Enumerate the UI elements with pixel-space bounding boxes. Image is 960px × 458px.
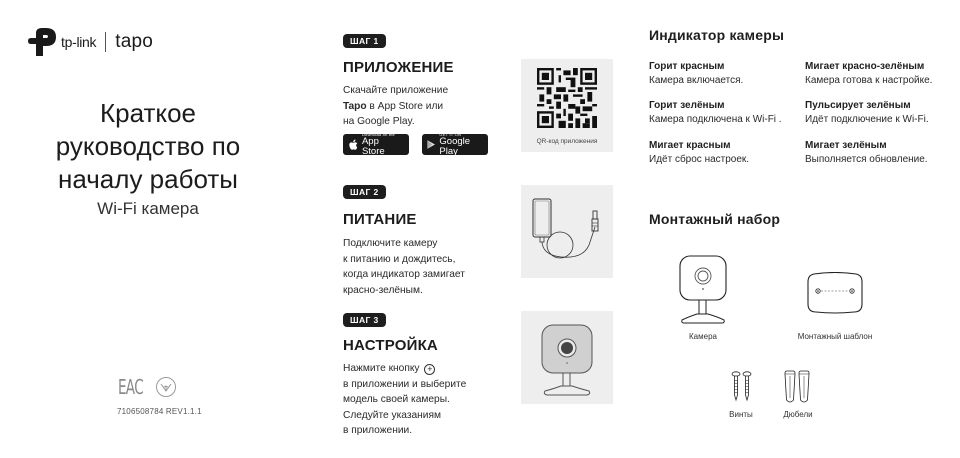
- tapo-wordmark: tapo: [115, 31, 154, 52]
- indicator-item: [805, 100, 929, 125]
- google-play-icon: [427, 139, 435, 150]
- power-adapter-icon: [521, 185, 613, 278]
- tplink-wordmark: tp-link: [61, 34, 97, 50]
- apple-icon: [348, 139, 358, 151]
- app-store-big-text: App Store: [361, 136, 385, 157]
- kit-camera-icon: [678, 254, 728, 326]
- text-line: Следуйте указаниям: [343, 409, 442, 421]
- indicator-item: [649, 61, 743, 86]
- text-line: красно-зелёным.: [343, 284, 423, 296]
- app-name: Tapo: [343, 100, 367, 112]
- kit-label-template: Монтажный шаблон: [797, 332, 873, 341]
- camera-setup-panel: [521, 311, 613, 404]
- indicator-meaning: Идёт подключение к Wi-Fi.: [805, 114, 929, 125]
- text-fragment: в App Store или: [366, 100, 444, 112]
- qr-code-icon[interactable]: [537, 68, 597, 128]
- title-line: руководство по: [55, 131, 241, 161]
- indicator-item: [649, 140, 749, 165]
- indicator-meaning: Камера подключена к Wi-Fi .: [649, 114, 782, 125]
- text-line: к питанию и дождитесь,: [343, 253, 456, 265]
- eac-mark-icon: ЕАС: [118, 375, 143, 399]
- text-fragment: Нажмите кнопку: [343, 363, 420, 374]
- qr-code-panel: [521, 59, 613, 152]
- indicator-state: Горит красным: [649, 61, 725, 72]
- text-line: в приложении.: [343, 425, 413, 436]
- google-play-button[interactable]: [422, 134, 488, 155]
- certification-marks: [118, 375, 176, 399]
- mounting-kit-heading: Монтажный набор: [649, 211, 781, 227]
- indicator-meaning: Камера включается.: [649, 75, 744, 86]
- step-1-text: [343, 83, 448, 130]
- kit-label-screws: Винты: [729, 410, 753, 419]
- indicator-state: Горит зелёным: [649, 100, 725, 111]
- title-line: Краткое: [100, 98, 196, 128]
- add-device-plus-icon: +: [424, 364, 435, 375]
- qr-code-caption: QR-код приложения: [536, 138, 598, 145]
- document-number: 7106508784 REV1.1.1: [117, 407, 202, 416]
- google-play-big-text: Google Play: [439, 136, 471, 157]
- app-store-button[interactable]: [343, 134, 409, 155]
- text-line: Скачайте приложение: [343, 85, 449, 96]
- ukrsepro-mark-icon: [156, 377, 176, 397]
- indicator-state: Мигает зелёным: [805, 140, 887, 151]
- indicator-meaning: Идёт сброс настроек.: [649, 154, 750, 165]
- guide-title: [0, 97, 296, 196]
- tplink-logo-icon: [28, 28, 58, 56]
- indicator-state: Пульсирует зелёным: [805, 100, 911, 111]
- screws-icon: [730, 371, 754, 403]
- text-line: модель своей камеры.: [343, 394, 450, 405]
- power-adapter-panel: [521, 185, 613, 278]
- step-3-text: [343, 361, 466, 439]
- text-line: [343, 99, 448, 115]
- text-line: [343, 361, 466, 377]
- step-3-badge: ШАГ 3: [343, 313, 386, 327]
- indicator-heading: Индикатор камеры: [649, 27, 785, 43]
- camera-icon: [521, 311, 613, 404]
- step-1-title: ПРИЛОЖЕНИЕ: [343, 59, 454, 76]
- brand-logo: [28, 29, 153, 55]
- step-2-title: ПИТАНИЕ: [343, 211, 417, 228]
- guide-subtitle: Wi-Fi камера: [97, 199, 199, 218]
- indicator-state: Мигает красно-зелёным: [805, 61, 925, 72]
- kit-label-anchors: Дюбели: [783, 410, 813, 419]
- app-store-small-text: Download on the: [361, 132, 395, 137]
- indicator-meaning: Выполняется обновление.: [805, 154, 928, 165]
- text-line: Подключите камеру: [343, 238, 438, 249]
- step-2-badge: ШАГ 2: [343, 185, 386, 199]
- step-3-title: НАСТРОЙКА: [343, 337, 438, 354]
- indicator-state: Мигает красным: [649, 140, 731, 151]
- text-line: в приложении и выберите: [343, 378, 467, 390]
- step-2-text: [343, 236, 465, 298]
- indicator-meaning: Камера готова к настройке.: [805, 75, 933, 86]
- google-play-small-text: GET IT ON: [439, 132, 462, 137]
- indicator-item: [649, 100, 782, 125]
- step-1-badge: ШАГ 1: [343, 34, 386, 48]
- indicator-item: [805, 61, 932, 86]
- mounting-template-icon: [806, 272, 864, 314]
- wall-anchors-icon: [782, 370, 812, 405]
- title-line: началу работы: [58, 164, 238, 194]
- logo-divider: [105, 32, 106, 52]
- kit-label-camera: Камера: [689, 332, 717, 341]
- text-line: на Google Play.: [343, 116, 415, 127]
- text-line: когда индикатор замигает: [343, 269, 465, 280]
- indicator-item: [805, 140, 928, 165]
